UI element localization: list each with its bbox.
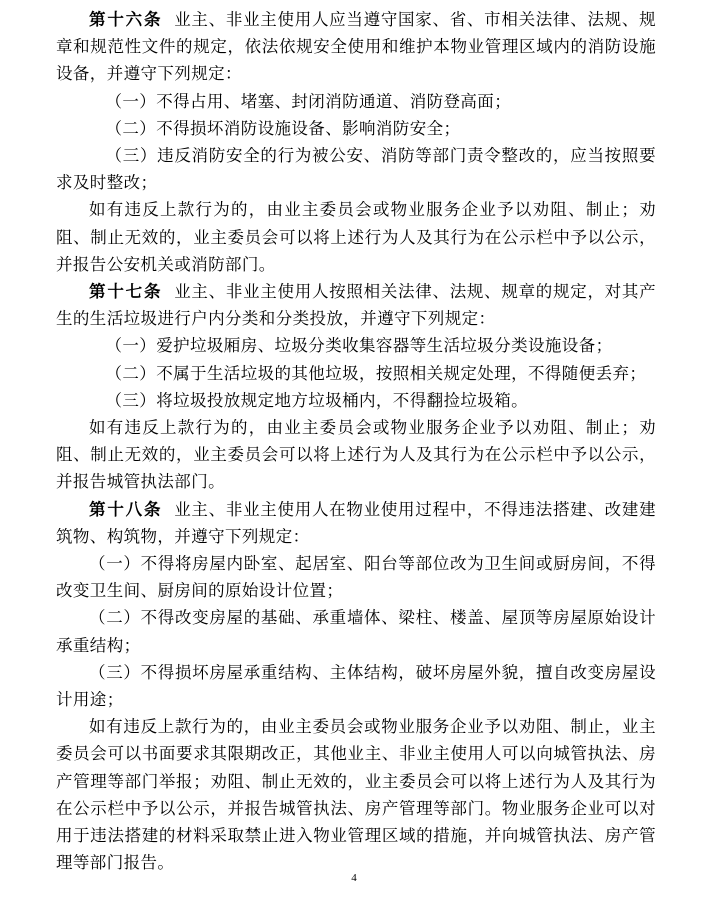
page-number: 4 xyxy=(351,872,357,884)
article-17-item-3: （三）将垃圾投放规定地方垃圾桶内，不得翻捡垃圾箱。 xyxy=(105,390,528,410)
article-16-closing: 如有违反上款行为的，由业主委员会或物业服务企业予以劝阻、制止；劝阻、制止无效的，业主委员会可以将上述行为人及其行为在公示栏中予以公示，并报告公安机关或消防部门。 xyxy=(56,200,656,274)
article-16-intro xyxy=(56,6,656,88)
article-16-item-2: （二）不得损坏消防设施设备、影响消防安全； xyxy=(105,118,461,138)
article-18-item-2: （二）不得改变房屋的基础、承重墙体、梁柱、楼盖、屋顶等房屋原始设计承重结构； xyxy=(56,608,656,655)
article-17-item-1: （一）爱护垃圾厢房、垃圾分类收集容器等生活垃圾分类设施设备； xyxy=(105,336,613,356)
article-18-title: 第十八条 xyxy=(89,499,163,519)
article-18-item-3: （三）不得损坏房屋承重结构、主体结构，破坏房屋外貌，擅自改变房屋设计用途； xyxy=(56,662,656,710)
article-18-item-1: （一）不得将房屋内卧室、起居室、阳台等部位改为卫生间或厨房间，不得改变卫生间、厨房间的原始设计位置； xyxy=(56,554,656,601)
article-17-title: 第十七条 xyxy=(89,282,163,302)
article-17-intro xyxy=(56,278,656,332)
article-16-body: 业主、非业主使用人应当遵守国家、省、市相关法律、法规、规章和规范性文件的规定，依法依规安全使用和维护本物业管理区域内的消防设施设备，并遵守下列规定： xyxy=(56,10,657,84)
article-17-body: 业主、非业主使用人按照相关法律、法规、规章的规定，对其产生的生活垃圾进行户内分类和分类投放，并遵守下列规定： xyxy=(56,282,657,329)
article-17-closing: 如有违反上款行为的，由业主委员会或物业服务企业予以劝阻、制止；劝阻、制止无效的，业主委员会可以将上述行为人及其行为在公示栏中予以公示，并报告城管执法部门。 xyxy=(56,418,656,492)
article-16-title: 第十六条 xyxy=(89,10,163,29)
article-18-body: 业主、非业主使用人在物业使用过程中，不得违法搭建、改建建筑物、构筑物，并遵守下列规定： xyxy=(56,499,657,546)
article-16-item-3: （三）违反消防安全的行为被公安、消防等部门责令整改的，应当按照要求及时整改； xyxy=(56,146,656,193)
article-16-item-1: （一）不得占用、堵塞、封闭消防通道、消防登高面； xyxy=(105,91,512,111)
article-17-item-2: （二）不属于生活垃圾的其他垃圾，按照相关规定处理，不得随便丢弃； xyxy=(105,363,647,383)
article-18-intro xyxy=(56,496,656,550)
article-18-closing: 如有违反上款行为的，由业主委员会或物业服务企业予以劝阻、制止，业主委员会可以书面要求其限期改正，其他业主、非业主使用人可以向城管执法、房产管理等部门举报；劝阻、制止无效的，业主委员会可以将上述行为人及其行为在公示栏中予以公示，并报告城管执法、房产管理等部门。物业服务企业可以对用于违法搭建的材料采取禁止进入物业管理区域的措施，并向城管执法、房产管理等部门报告。 xyxy=(56,717,656,873)
document-page xyxy=(56,6,656,877)
